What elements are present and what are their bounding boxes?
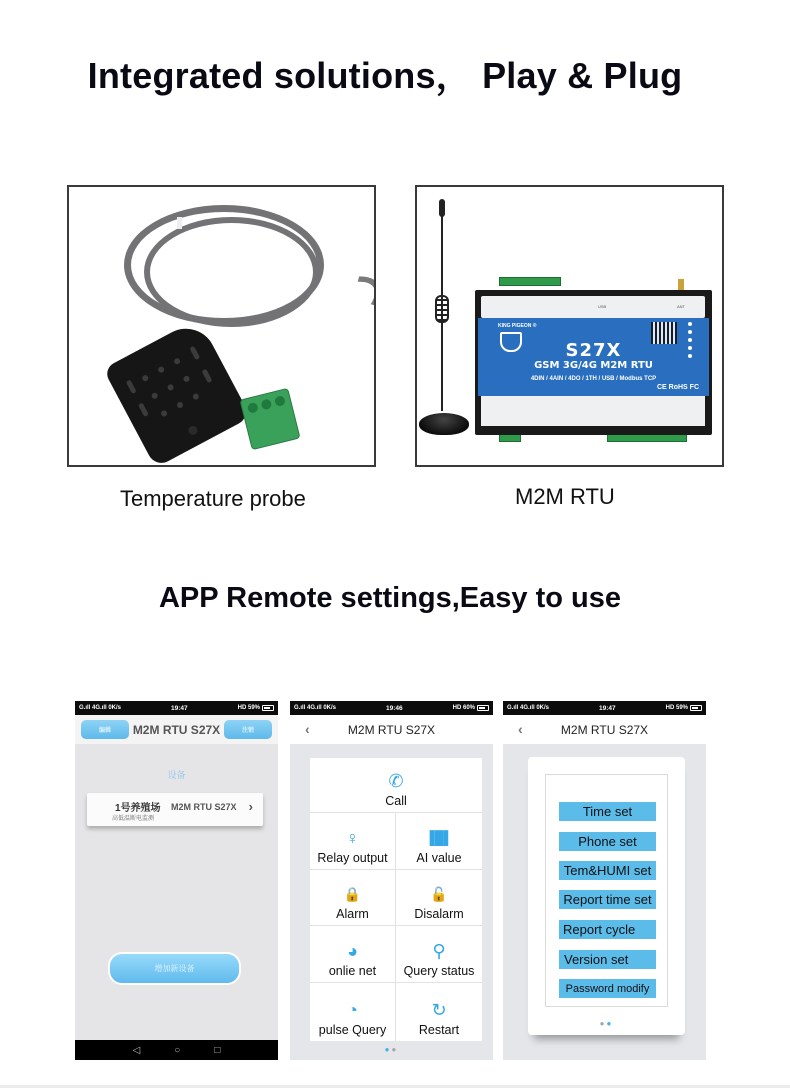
version-set-button[interactable]: Version set (559, 950, 656, 969)
terminal-connector-icon (239, 388, 300, 451)
back-arrow-icon[interactable]: ‹ (518, 721, 523, 737)
page-dot[interactable]: ● (599, 1019, 607, 1028)
bar-chart-icon: ▐█▌ (425, 830, 453, 845)
clock: 19:47 (599, 704, 616, 712)
report-cycle-button[interactable]: Report cycle (559, 920, 656, 939)
menu-label: Query status (403, 964, 475, 978)
menu-item-online-net[interactable] (310, 926, 396, 983)
clock: 19:46 (386, 704, 403, 712)
app-header (503, 715, 706, 744)
menu-label: Restart (418, 1023, 460, 1037)
unlock-icon: 🔓 (430, 886, 448, 902)
page-heading-integrated: Integrated solutions， Play & Plug (87, 55, 683, 96)
time-set-button[interactable]: Time set (559, 802, 656, 821)
signal-status: G.ıll 4G.ıll 0K/s (294, 705, 337, 711)
battery-percent: HD 60% (452, 705, 475, 711)
back-arrow-icon[interactable]: ‹ (305, 721, 310, 737)
menu-item-relay-output[interactable] (310, 813, 396, 870)
menu-item-alarm[interactable] (310, 870, 396, 926)
edit-button[interactable]: 编辑 (81, 720, 129, 739)
menu-label: onlie net (328, 964, 377, 978)
chevron-right-icon: › (248, 799, 253, 814)
menu-item-disalarm[interactable] (396, 870, 482, 926)
menu-item-query-status[interactable] (396, 926, 482, 983)
rtu-device (475, 290, 712, 435)
menu-label: Relay output (317, 851, 388, 865)
phone-icon: ✆ (388, 771, 404, 791)
device-list-item[interactable] (87, 793, 263, 826)
page-heading-app: APP Remote settings,Easy to use (158, 582, 621, 614)
model-label: S27X (565, 340, 622, 361)
page-dot-active[interactable]: ● (606, 1019, 614, 1028)
page-dot-active[interactable]: ● (384, 1045, 392, 1054)
app-title: M2M RTU S27X (132, 722, 221, 737)
menu-label: Alarm (336, 907, 369, 921)
battery-icon (477, 705, 489, 711)
antenna-coil (435, 295, 449, 323)
function-grid (310, 758, 482, 1041)
status-bar (290, 701, 493, 715)
usb-label: USB (598, 304, 607, 309)
status-bar (75, 701, 278, 715)
app-title: M2M RTU S27X (560, 722, 649, 737)
page-indicator (528, 1019, 685, 1028)
battery-icon (690, 705, 702, 711)
nav-home-icon[interactable]: ○ (174, 1044, 181, 1056)
restart-icon: ↻ (431, 1000, 447, 1020)
status-bar (503, 701, 706, 715)
search-icon: ⚲ (432, 941, 446, 961)
menu-item-call[interactable] (310, 758, 482, 813)
add-device-button[interactable]: 增加新设备 (110, 954, 239, 983)
signal-status: G.ıll 4G.ıll 0K/s (507, 705, 550, 711)
clock: 19:47 (171, 704, 188, 712)
battery-percent: HD 59% (237, 705, 260, 711)
ant-label: ANT (677, 304, 685, 309)
caption-m2m-rtu: M2M RTU (515, 484, 615, 509)
m2m-rtu-image (415, 185, 724, 467)
phone-screen-settings (503, 701, 706, 1060)
cert-label: CE RoHS FC (657, 384, 699, 391)
battery-icon (262, 705, 274, 711)
device-description: 高低温断电监测 (112, 816, 155, 822)
menu-label: Disalarm (414, 907, 464, 921)
settings-list (545, 774, 668, 1007)
subtitle-label: GSM 3G/4G M2M RTU (534, 360, 653, 371)
page-indicator (290, 1045, 493, 1054)
relay-switch-icon: ♀ (345, 828, 360, 848)
antenna-base (419, 413, 469, 435)
cable-tie-icon (177, 217, 182, 229)
caption-temperature-probe: Temperature probe (120, 486, 306, 511)
app-header (290, 715, 493, 744)
password-modify-button[interactable]: Password modify (559, 979, 656, 998)
menu-label: pulse Query (318, 1023, 387, 1037)
brand-label: KING PIGEON ® (498, 323, 537, 329)
tem-humi-set-button[interactable]: Tem&HUMI set (559, 861, 656, 880)
lock-icon: 🔒 (343, 886, 362, 902)
phone-screen-function-menu (290, 701, 493, 1060)
settings-panel (528, 757, 685, 1035)
section-label: 设备 (167, 770, 186, 780)
terminal-block-icon (499, 277, 561, 286)
probe-sensor-icon (103, 318, 251, 467)
globe-network-icon: ◕ (347, 941, 358, 961)
battery-percent: HD 59% (665, 705, 688, 711)
nav-back-icon[interactable]: ◁ (132, 1044, 141, 1056)
menu-item-ai-value[interactable] (396, 813, 482, 870)
logout-button[interactable]: 注销 (224, 720, 272, 739)
page-dot[interactable]: ● (391, 1045, 399, 1054)
device-name: 1号养殖场 (115, 803, 161, 814)
app-title: M2M RTU S27X (347, 722, 436, 737)
phone-screen-device-list (75, 701, 278, 1060)
phone-set-button[interactable]: Phone set (559, 832, 656, 851)
menu-label: Call (385, 794, 407, 808)
app-header (75, 715, 278, 744)
pulse-gauge-icon: ◔ (347, 1000, 358, 1020)
nav-recent-icon[interactable]: □ (214, 1044, 221, 1056)
menu-label: AI value (416, 851, 462, 865)
menu-item-restart[interactable] (396, 983, 482, 1041)
signal-status: G.ıll 4G.ıll 0K/s (79, 705, 122, 711)
temperature-probe-image (67, 185, 376, 467)
device-model: M2M RTU S27X (171, 802, 237, 812)
menu-item-pulse-query[interactable] (310, 983, 396, 1041)
spec-label: 4DIN / 4AIN / 4DO / 1TH / USB / Modbus TCP (530, 376, 657, 382)
android-nav-bar (75, 1040, 278, 1060)
report-time-set-button[interactable]: Report time set (559, 890, 656, 909)
